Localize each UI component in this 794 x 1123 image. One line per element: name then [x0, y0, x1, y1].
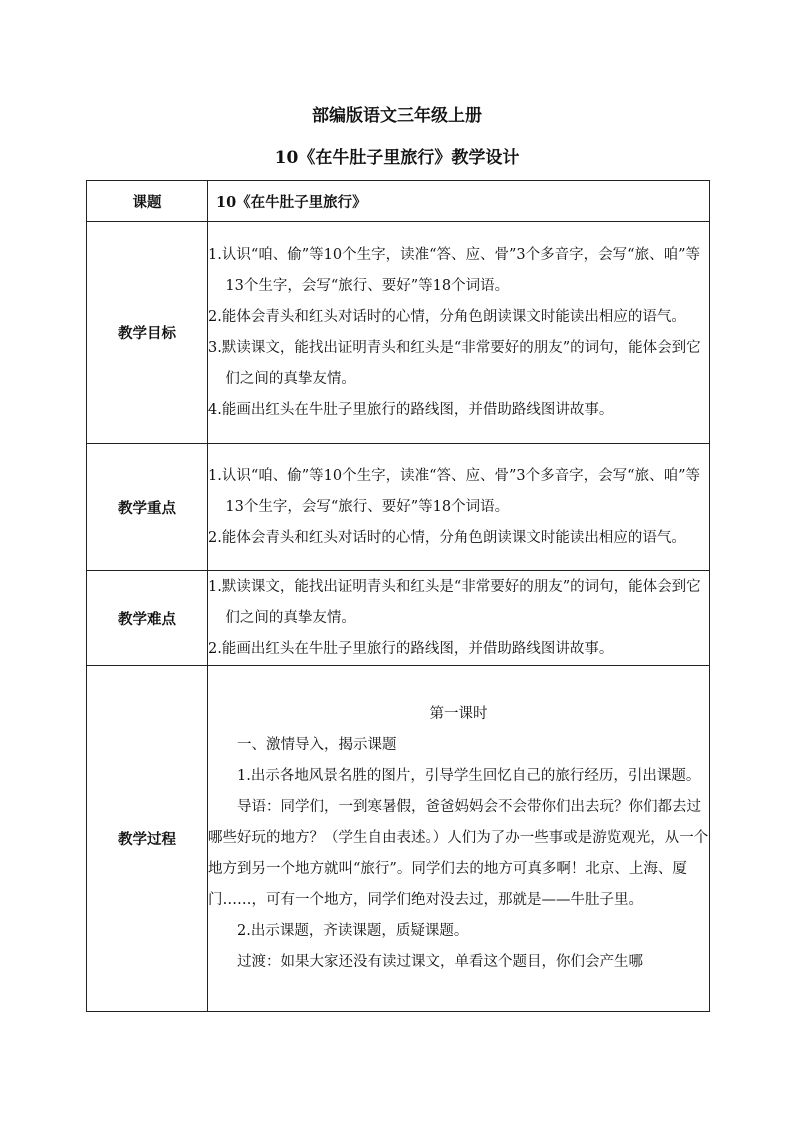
table-row-key-points: [87, 444, 710, 571]
objective-item: 4.能画出红头在牛肚子里旅行的路线图，并借助路线图讲故事。: [208, 401, 614, 418]
period-heading: 第一课时: [429, 706, 488, 722]
objective-item: 1.认识“咱、偷”等10个生字，读准“答、应、骨”3个多音字，会写“旅、咱”等13个生字，会写“旅行、要好”等18个词语。: [208, 246, 700, 294]
process-content: [208, 666, 710, 1012]
document-subtitle: 10《在牛肚子里旅行》教学设计: [274, 148, 520, 168]
key-point-item: 2.能体会青头和红头对话时的心情，分角色朗读课文时能读出相应的语气。: [208, 529, 686, 546]
key-points-list: [208, 444, 710, 571]
label-key-points: 教学重点: [87, 444, 208, 571]
table-row-objectives: [87, 222, 710, 444]
label-process: 教学过程: [87, 666, 208, 1012]
table-row-lesson: [87, 181, 710, 222]
table-row-difficulties: [87, 571, 710, 666]
lesson-title-value: 10《在牛肚子里旅行》: [208, 181, 710, 222]
process-step: 1.出示各地风景名胜的图片，引导学生回忆自己的旅行经历，引出课题。: [237, 768, 701, 784]
section-heading: 一、激情导入，揭示课题: [237, 737, 397, 753]
objective-item: 3.默读课文，能找出证明青头和红头是“非常要好的朋友”的词句，能体会到它们之间的真挚友情。: [208, 339, 701, 387]
label-lesson: 课题: [87, 181, 208, 222]
transition-paragraph: 过渡：如果大家还没有读过课文，单看这个题目，你们会产生哪: [237, 954, 643, 970]
process-step: 2.出示课题，齐读课题，质疑课题。: [237, 923, 469, 939]
document-title: 部编版语文三年级上册: [312, 106, 482, 126]
table-row-process: [87, 666, 710, 1012]
difficulty-item: 1.默读课文，能找出证明青头和红头是“非常要好的朋友”的词句，能体会到它们之间的真挚友情。: [208, 578, 701, 626]
difficulty-item: 2.能画出红头在牛肚子里旅行的路线图，并借助路线图讲故事。: [208, 640, 614, 657]
intro-paragraph: 导语：同学们，一到寒暑假，爸爸妈妈会不会带你们出去玩？你们都去过哪些好玩的地方？（学生自由表述。）人们为了办一些事或是游览观光，从一个地方到另一个地方就叫“旅行”。同学们去的地方可真多啊！北京、上海、厦门……，可有一个地方，同学们绝对没去过，那就是——牛肚子里。: [208, 799, 709, 908]
lesson-plan-table: [86, 180, 710, 1012]
objectives-list: [208, 222, 710, 444]
difficulties-list: [208, 571, 710, 666]
objective-item: 2.能体会青头和红头对话时的心情，分角色朗读课文时能读出相应的语气。: [208, 308, 686, 325]
key-point-item: 1.认识“咱、偷”等10个生字，读准“答、应、骨”3个多音字，会写“旅、咱”等13个生字，会写“旅行、要好”等18个词语。: [208, 467, 700, 515]
label-objectives: 教学目标: [87, 222, 208, 444]
label-difficulties: 教学难点: [87, 571, 208, 666]
